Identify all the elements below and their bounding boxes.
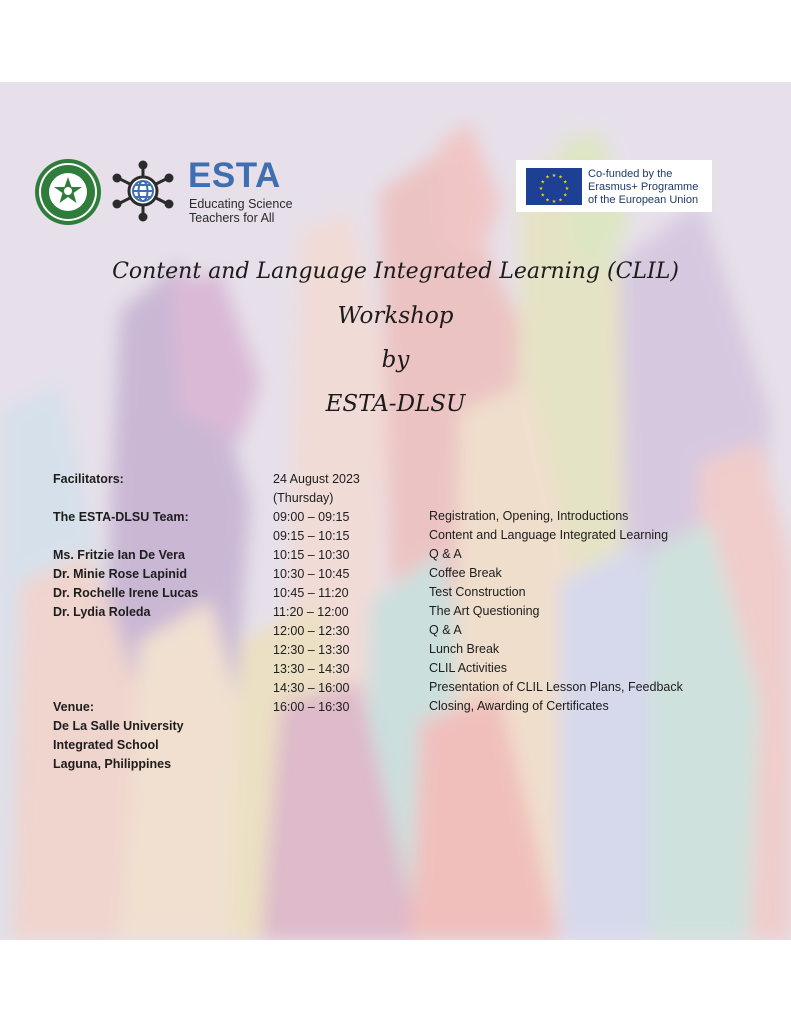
schedule-time: 09:15 – 10:15 (273, 529, 350, 543)
dlsu-seal-icon (34, 158, 102, 226)
schedule-time: 10:15 – 10:30 (273, 548, 350, 562)
svg-text:★: ★ (551, 199, 557, 205)
facilitators-heading: Facilitators: (53, 472, 124, 486)
title-line-3: by (381, 347, 410, 373)
svg-text:★: ★ (551, 173, 557, 179)
svg-text:★: ★ (558, 174, 563, 181)
esta-network-globe-icon (112, 160, 174, 222)
schedule-time: 14:30 – 16:00 (273, 681, 350, 695)
schedule-activity: Q & A (429, 547, 462, 561)
svg-text:★: ★ (545, 174, 550, 181)
eu-flag-icon (526, 168, 582, 205)
event-date: 24 August 2023 (273, 472, 360, 486)
schedule-time: 11:20 – 12:00 (273, 605, 349, 619)
facilitator-name: Ms. Fritzie Ian De Vera (53, 548, 185, 562)
schedule-activity: Closing, Awarding of Certificates (429, 699, 609, 713)
workshop-title (0, 250, 791, 426)
schedule-activity: Registration, Opening, Introductions (429, 509, 629, 523)
title-line-2: Workshop (337, 303, 454, 329)
schedule-times (273, 470, 423, 717)
schedule-activity: Q & A (429, 623, 462, 637)
schedule-activity: CLIL Activities (429, 661, 508, 675)
facilitators-venue-column (53, 470, 253, 774)
svg-text:★: ★ (563, 192, 568, 199)
schedule-time: 13:30 – 14:30 (273, 662, 350, 676)
esta-tagline (189, 197, 309, 225)
eu-text-line-2: Erasmus+ Programme (588, 181, 699, 193)
schedule-time: 10:30 – 10:45 (273, 567, 350, 581)
esta-tagline-line-2: Teachers for All (189, 211, 275, 225)
venue-line: Laguna, Philippines (53, 757, 172, 771)
esta-wordmark: ESTA (188, 156, 281, 195)
venue-line: De La Salle University (53, 719, 184, 733)
svg-text:★: ★ (563, 179, 568, 186)
schedule-activity: Lunch Break (429, 642, 500, 656)
schedule-time: 12:30 – 13:30 (273, 643, 350, 657)
facilitator-name: Dr. Rochelle Irene Lucas (53, 586, 199, 600)
svg-text:★: ★ (538, 186, 544, 192)
schedule-activities (429, 507, 769, 716)
schedule-activity: Test Construction (429, 585, 526, 599)
facilitator-name: Dr. Lydia Roleda (53, 605, 151, 619)
schedule-activity: Presentation of CLIL Lesson Plans, Feedback (429, 680, 683, 694)
facilitator-name: Dr. Minie Rose Lapinid (53, 567, 188, 581)
eu-text-line-3: of the European Union (588, 194, 699, 206)
schedule-time: 12:00 – 12:30 (273, 624, 350, 638)
eu-text-line-1: Co-funded by the (588, 168, 673, 180)
esta-tagline-line-1: Educating Science (189, 197, 293, 211)
schedule-activity: Content and Language Integrated Learning (429, 528, 669, 542)
svg-text:★: ★ (540, 179, 545, 186)
svg-text:★: ★ (564, 186, 570, 192)
event-day: (Thursday) (273, 491, 334, 505)
schedule-activity: The Art Questioning (429, 604, 540, 618)
venue-line: Integrated School (53, 738, 159, 752)
venue-heading: Venue: (53, 700, 94, 714)
title-line-1: Content and Language Integrated Learning (CLIL) (112, 259, 679, 284)
svg-text:★: ★ (545, 197, 550, 204)
eu-cofunded-badge (516, 160, 712, 212)
poster (0, 82, 791, 940)
svg-text:★: ★ (540, 192, 545, 199)
schedule-activity: Coffee Break (429, 566, 502, 580)
svg-text:★: ★ (558, 197, 563, 204)
schedule-time: 16:00 – 16:30 (273, 700, 350, 714)
title-line-4: ESTA-DLSU (325, 391, 466, 417)
eu-funding-text (588, 168, 712, 207)
schedule-time: 09:00 – 09:15 (273, 510, 350, 524)
schedule-time: 10:45 – 11:20 (273, 586, 349, 600)
team-label: The ESTA-DLSU Team: (53, 510, 189, 524)
